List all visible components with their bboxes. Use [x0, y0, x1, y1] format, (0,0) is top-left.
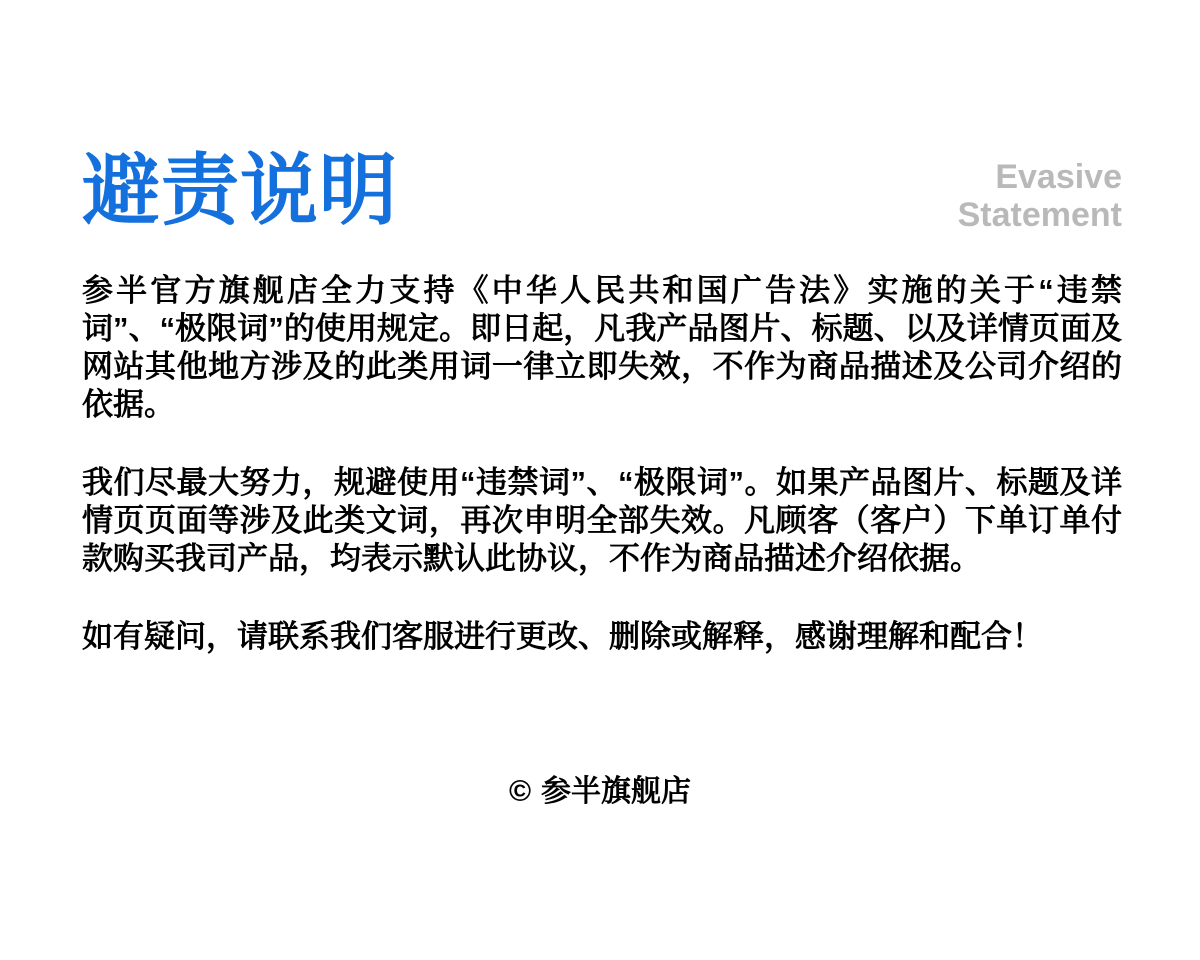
- copyright-icon: ©: [508, 775, 532, 808]
- header: [82, 148, 1122, 234]
- page-title-english: [958, 158, 1122, 234]
- paragraph-contact-service: 如有疑问，请联系我们客服进行更改、删除或解释，感谢理解和配合！: [82, 619, 1043, 654]
- page-title-english-line2: Statement: [957, 196, 1122, 234]
- footer-copyright: [0, 766, 1200, 810]
- paragraph-best-effort: 我们尽最大努力，规避使用“违禁词”、“极限词”。如果产品图片、标题及详情页页面等涉及此类文词，再次申明全部失效。凡顾客（客户）下单订单付款购买我司产品，均表示默认此协议，不作为商品描述介绍依据。: [82, 465, 1122, 576]
- page-title-english-line1: Evasive: [995, 158, 1122, 196]
- page-title: 避责说明: [82, 146, 399, 234]
- store-name: 参半旗舰店: [541, 775, 692, 808]
- disclaimer-body: [82, 272, 1122, 696]
- paragraph-advertising-law: 参半官方旗舰店全力支持《中华人民共和国广告法》实施的关于“违禁词”、“极限词”的使用规定。即日起，凡我产品图片、标题、以及详情页面及网站其他地方涉及的此类用词一律立即失效，不作为商品描述及公司介绍的依据。: [82, 273, 1122, 422]
